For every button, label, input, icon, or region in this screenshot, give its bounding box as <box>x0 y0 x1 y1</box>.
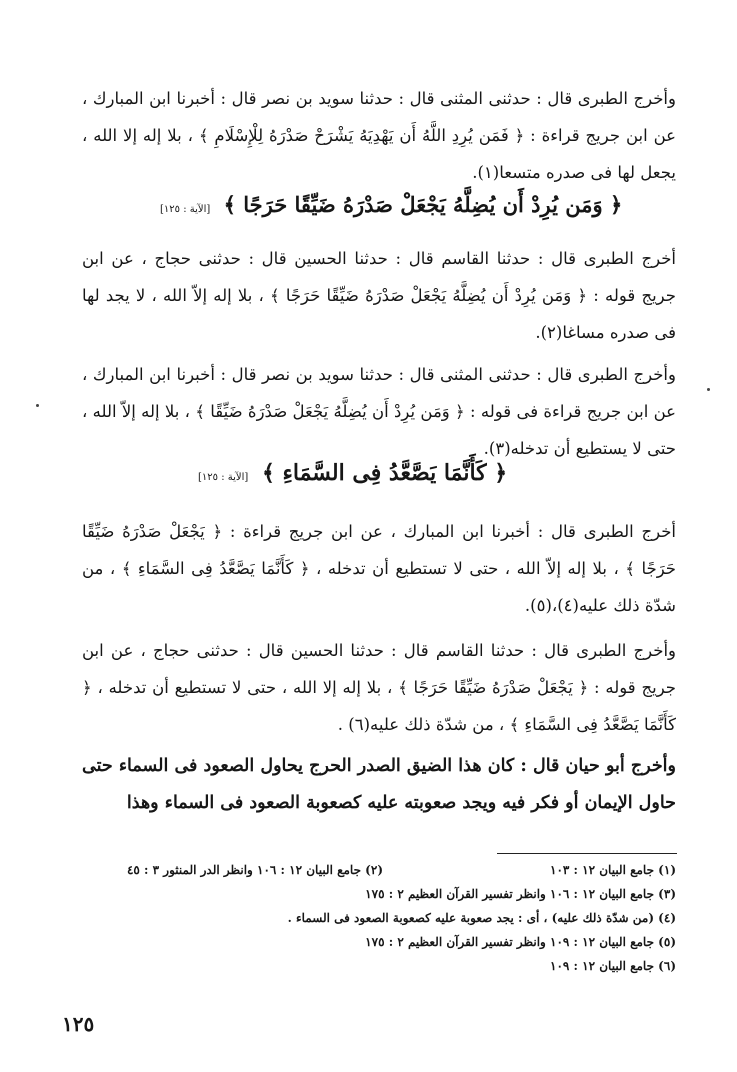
paragraph-3: وأخرج الطبرى قال : حدثنى المثنى قال : حدثنا سويد بن نصر قال : أخبرنا ابن المبارك ، عن ابن جريج قراءة فى قوله : ﴿ وَمَن يُرِدْ أَن يُضِلَّهُ يَجْعَلْ صَدْرَهُ ضَيِّقًا ﴾ ، بلا إله إلاّ الله ، حتى لا يستطيع أن تدخله(٣). <box>82 365 676 458</box>
footnote-2: (٢) جامع البيان ١٢ : ١٠٦ وانظر الدر المنثور ٣ : ٤٥ <box>126 863 383 877</box>
footnote-row <box>90 858 676 882</box>
footnote-4: (٤) (من شدّة ذلك عليه) ، أى : يجد صعوبة عليه كصعوبة الصعود فى السماء . <box>287 911 676 925</box>
verse-heading-2 <box>198 460 507 486</box>
paragraph-6: وأخرج أبو حيان قال : كان هذا الضيق الصدر الحرج يحاول الصعود فى السماء حتى حاول الإيمان أو فكر فيه ويجد صعوبته عليه كصعوبة الصعود فى السماء وهذا <box>82 756 676 813</box>
footnote-6: (٦) جامع البيان ١٢ : ١٠٩ <box>550 959 676 973</box>
paragraph-2: أخرج الطبرى قال : حدثنا القاسم قال : حدثنا الحسين قال : حدثنى حجاج ، عن ابن جريج قوله : ﴿ وَمَن يُرِدْ أَن يُضِلَّهُ يَجْعَلْ صَدْرَهُ ضَيِّقًا حَرَجًا ﴾ ، بلا إله إلاّ الله ، لا يجد لها فى صدره مساغا(٢). <box>82 249 676 342</box>
verse-heading-1 <box>160 192 622 217</box>
footnote-5: (٥) جامع البيان ١٢ : ١٠٩ وانظر تفسير القرآن العظيم ٢ : ١٧٥ <box>365 935 676 949</box>
paragraph-1: وأخرج الطبرى قال : حدثنى المثنى قال : حدثنا سويد بن نصر قال : أخبرنا ابن المبارك ، عن ابن جريج قراءة : ﴿ فَمَن يُرِدِ اللَّهُ أَن يَهْدِيَهُ يَشْرَحْ صَدْرَهُ لِلْإِسْلَامِ ﴾ ، بلا إله إلا الله ، يجعل لها فى صدره متسعا(١). <box>82 89 676 182</box>
scan-speck <box>707 388 710 391</box>
footnote-divider <box>497 853 677 854</box>
paragraph-4: أخرج الطبرى قال : أخبرنا ابن المبارك ، عن ابن جريج قراءة : ﴿ يَجْعَلْ صَدْرَهُ ضَيِّقًا حَرَجًا ﴾ ، بلا إله إلاّ الله ، حتى لا تستطيع أن تدخله ، ﴿ كَأَنَّمَا يَصَّعَّدُ فِى السَّمَاءِ ﴾ ، من شدّة ذلك عليه(٤)،(٥). <box>82 522 676 615</box>
footnote-3: (٣) جامع البيان ١٢ : ١٠٦ وانظر تفسير القرآن العظيم ٢ : ١٧٥ <box>365 887 676 901</box>
page-number: ١٢٥ <box>62 1012 95 1036</box>
verse-text: ﴿ وَمَن يُرِدْ أَن يُضِلَّهُ يَجْعَلْ صَدْرَهُ ضَيِّقًا حَرَجًا ﴾ <box>223 192 623 217</box>
footnote-1: (١) جامع البيان ١٢ : ١٠٣ <box>550 863 676 877</box>
paragraph-5: وأخرج الطبرى قال : حدثنا القاسم قال : حدثنا الحسين قال : حدثنى حجاج ، عن ابن جريج قوله : ﴿ يَجْعَلْ صَدْرَهُ ضَيِّقًا حَرَجًا ﴾ ، بلا إله إلا الله ، حتى لا تستطيع أن تدخله ، ﴿ كَأَنَّمَا يَصَّعَّدُ فِى السَّمَاءِ ﴾ ، من شدّة ذلك عليه(٦) . <box>82 641 676 734</box>
verse-reference: [الآية : ١٢٥] <box>160 204 211 215</box>
scan-speck <box>36 404 39 407</box>
verse-text: ﴿ كَأَنَّمَا يَصَّعَّدُ فِى السَّمَاءِ ﴾ <box>261 460 508 486</box>
footnotes <box>90 858 676 978</box>
verse-reference: [الآية : ١٢٥] <box>198 472 249 483</box>
